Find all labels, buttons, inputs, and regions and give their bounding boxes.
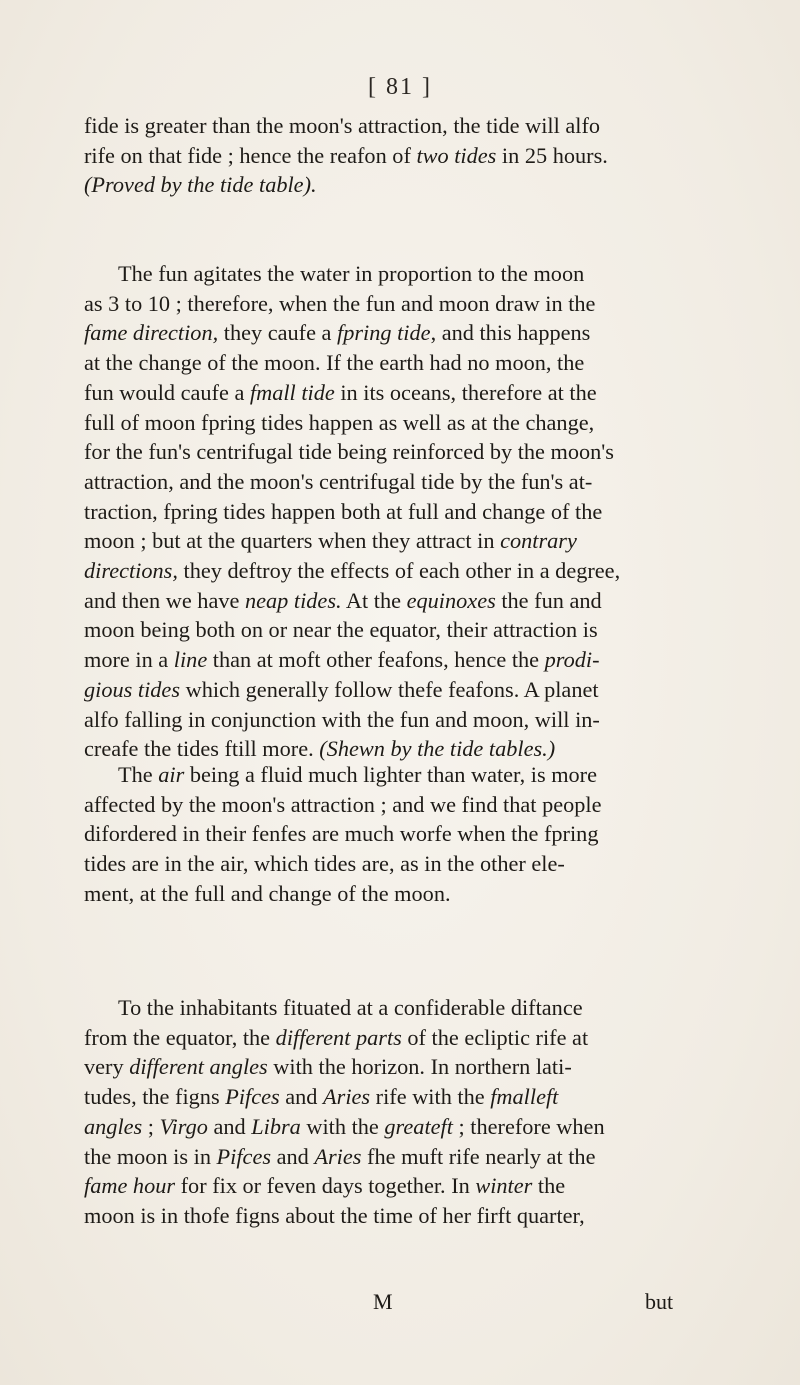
text-line	[84, 993, 728, 1023]
text-run: and	[207, 1113, 252, 1139]
italic-run: fmalleft	[490, 1084, 559, 1110]
text-line	[84, 760, 728, 790]
text-run: the moon is in	[84, 1143, 217, 1169]
text-line	[84, 1052, 694, 1082]
text-line	[84, 645, 694, 675]
text-line	[84, 408, 694, 438]
text-run: the fun and	[495, 587, 602, 613]
text-run: full of moon fpring tides happen as well as at the change,	[84, 409, 595, 435]
text-run: At the	[341, 587, 407, 613]
text-run: moon being both on or near the equator, their attraction is	[84, 617, 598, 643]
text-line	[84, 675, 694, 705]
italic-run: greateft	[384, 1113, 453, 1139]
text-run: for the fun's centrifugal tide being reinforced by the moon's	[84, 439, 614, 465]
text-run: with the	[300, 1113, 385, 1139]
text-run: fhe muft rife nearly at the	[361, 1143, 596, 1169]
text-run: they caufe a	[218, 320, 338, 346]
italic-run: fmall tide	[249, 379, 335, 405]
text-line	[84, 556, 694, 586]
text-run: than at moft other feafons, hence the	[207, 647, 545, 673]
text-run: of the ecliptic rife at	[401, 1024, 589, 1050]
text-run: from the equator, the	[84, 1024, 276, 1050]
text-run: and then we have	[84, 587, 245, 613]
text-run: ment, at the full and change of the moon.	[84, 880, 451, 906]
text-run: the	[532, 1173, 566, 1199]
text-run: fide is greater than the moon's attraction, the tide will alfo	[84, 113, 601, 138]
catchword: but	[645, 1289, 674, 1314]
text-line	[84, 790, 694, 820]
text-line	[84, 1112, 694, 1142]
text-line	[84, 170, 694, 200]
italic-run: winter	[475, 1173, 533, 1199]
text-run: very	[84, 1054, 130, 1080]
text-run: traction, fpring tides happen both at full and change of the	[84, 498, 603, 524]
text-line	[84, 497, 694, 527]
text-line	[84, 1171, 694, 1201]
italic-run: line	[173, 647, 208, 673]
text-run: fun would caufe a	[84, 379, 250, 405]
italic-run: different angles	[129, 1054, 268, 1080]
italic-run: air	[158, 762, 185, 787]
text-line	[84, 849, 694, 879]
signature-mark: M	[373, 1289, 393, 1314]
italic-run: neap tides.	[244, 587, 342, 613]
text-run: being a fluid much lighter than water, is more	[184, 762, 598, 787]
italic-run: fame direction,	[84, 320, 219, 346]
italic-run: contrary	[500, 528, 577, 554]
text-run: attraction, and the moon's centrifugal tide by the fun's at-	[84, 468, 593, 494]
italic-run: different parts	[275, 1024, 402, 1050]
text-run: affected by the moon's attraction ; and we find that people	[84, 791, 602, 817]
page-number: [ 81 ]	[368, 74, 432, 100]
text-line	[84, 111, 694, 141]
italic-run: Pifces	[216, 1143, 272, 1169]
italic-run: Virgo	[159, 1113, 208, 1139]
italic-run: two tides	[416, 142, 497, 168]
text-line	[84, 318, 694, 348]
text-line	[84, 819, 694, 849]
italic-run: fpring tide	[337, 320, 431, 346]
text-run: tides are in the air, which tides are, as in the other ele-	[84, 851, 565, 877]
italic-run: Libra	[251, 1113, 301, 1139]
text-run: in its oceans, therefore at the	[334, 379, 597, 405]
text-run: rife with the	[370, 1084, 491, 1110]
text-line	[84, 526, 694, 556]
text-run: ; therefore when	[452, 1113, 605, 1139]
italic-run: directions,	[84, 558, 178, 583]
text-run: they deftroy the effects of each other in a degree,	[177, 558, 621, 583]
italic-run: prodi-	[544, 647, 600, 673]
text-run: in 25 hours.	[496, 142, 608, 168]
text-run: creafe the tides ftill more.	[84, 736, 320, 762]
italic-run: (Proved by the tide table).	[84, 172, 317, 198]
text-line	[84, 348, 694, 378]
text-line	[84, 705, 694, 735]
text-run: The	[118, 762, 159, 787]
text-run: with the horizon. In northern lati-	[267, 1054, 572, 1080]
text-run: as 3 to 10 ; therefore, when the fun and moon draw in the	[84, 290, 596, 316]
italic-run: (Shewn by the tide tables.)	[319, 736, 556, 762]
text-line	[84, 1082, 694, 1112]
italic-run: angles	[84, 1113, 143, 1139]
italic-run: Pifces	[225, 1084, 280, 1110]
text-run: alfo falling in conjunction with the fun and moon, will in-	[84, 706, 600, 732]
text-run: To the inhabitants fituated at a confiderable diftance	[118, 995, 583, 1020]
text-run: which generally follow thefe feafons. A planet	[180, 676, 599, 702]
text-line	[84, 259, 728, 289]
italic-run: Aries	[323, 1084, 371, 1110]
text-line	[84, 879, 694, 909]
text-run: more in a	[84, 647, 174, 673]
text-run: and	[271, 1143, 315, 1169]
text-run: The fun agitates the water in proportion to the moon	[118, 261, 585, 286]
text-line	[84, 141, 694, 171]
text-line	[84, 1201, 694, 1231]
text-run: for fix or feven days together. In	[175, 1173, 476, 1199]
text-line	[84, 615, 694, 645]
text-line	[84, 467, 694, 497]
text-run: moon is in thofe figns about the time of her firft quarter,	[84, 1202, 585, 1228]
text-run: rife on that fide ; hence the reafon of	[84, 142, 417, 168]
text-line	[84, 1023, 694, 1053]
italic-run: gious tides	[84, 676, 181, 702]
text-line	[84, 378, 694, 408]
italic-run: equinoxes	[406, 587, 496, 613]
italic-run: fame hour	[84, 1173, 176, 1199]
text-run: ;	[142, 1113, 160, 1139]
text-line	[84, 586, 694, 616]
text-run: moon ; but at the quarters when they attract in	[84, 528, 501, 554]
text-line	[84, 289, 694, 319]
text-run: , and this happens	[430, 320, 591, 346]
text-line	[84, 437, 694, 467]
text-run: and	[279, 1084, 324, 1110]
text-run: difordered in their fenfes are much worfe when the fpring	[84, 821, 599, 847]
italic-run: Aries	[314, 1143, 362, 1169]
text-line	[84, 1142, 694, 1172]
text-run: at the change of the moon. If the earth had no moon, the	[84, 350, 585, 376]
text-run: tudes, the figns	[84, 1084, 226, 1110]
